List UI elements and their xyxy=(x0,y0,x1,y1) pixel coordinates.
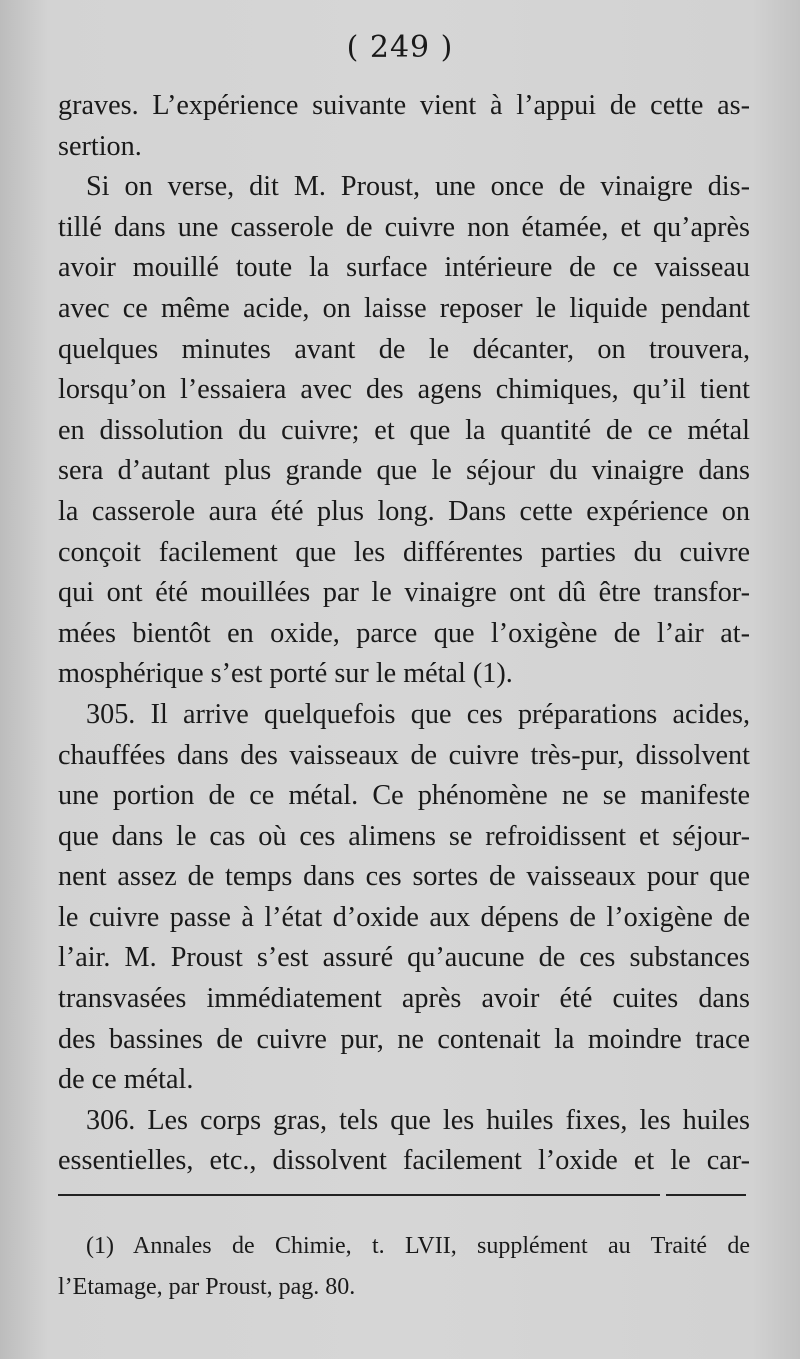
footnote xyxy=(58,1228,750,1309)
text-line: Si on verse, dit M. Proust, une once de vinaigre dis- xyxy=(86,171,750,203)
footnote-rule xyxy=(58,1194,660,1196)
text-line: une portion de ce métal. Ce phénomène ne se manifeste xyxy=(58,780,750,812)
text-line: avoir mouillé toute la surface intérieure de ce vaisseau xyxy=(58,252,750,284)
text-line: 306. Les corps gras, tels que les huiles fixes, les huiles xyxy=(86,1104,750,1136)
text-line: mées bientôt en oxide, parce que l’oxigène de l’air at- xyxy=(58,617,750,649)
text-line: sera d’autant plus grande que le séjour du vinaigre dans xyxy=(58,455,750,487)
text-line: des bassines de cuivre pur, ne contenait la moindre trace xyxy=(58,1023,750,1055)
text-line: essentielles, etc., dissolvent facilement l’oxide et le car- xyxy=(58,1145,750,1177)
text-line: sertion. xyxy=(58,130,142,162)
text-line: chauffées dans des vaisseaux de cuivre très-pur, dissolvent xyxy=(58,739,750,771)
text-line: lorsqu’on l’essaiera avec des agens chimiques, qu’il tient xyxy=(58,374,750,406)
text-line: que dans le cas où ces alimens se refroidissent et séjour- xyxy=(58,820,750,852)
page-number: ( 249 ) xyxy=(346,30,454,65)
text-line: le cuivre passe à l’état d’oxide aux dépens de l’oxigène de xyxy=(58,901,750,933)
text-line: 305. Il arrive quelquefois que ces préparations acides, xyxy=(86,698,750,730)
text-line: qui ont été mouillées par le vinaigre ont dû être transfor- xyxy=(58,577,750,609)
footnote-line: (1) Annales de Chimie, t. LVII, supplément au Traité de xyxy=(86,1233,750,1259)
text-line: de ce métal. xyxy=(58,1064,194,1096)
text-line: conçoit facilement que les différentes parties du cuivre xyxy=(58,536,750,568)
text-line: graves. L’expérience suivante vient à l’appui de cette as- xyxy=(58,90,750,121)
text-line: mosphérique s’est porté sur le métal (1). xyxy=(58,658,513,690)
text-line: en dissolution du cuivre; et que la quantité de ce métal xyxy=(58,414,750,446)
text-line: tillé dans une casserole de cuivre non étamée, et qu’après xyxy=(58,211,750,243)
footnote-line: l’Etamage, par Proust, pag. 80. xyxy=(58,1273,356,1300)
text-line: l’air. M. Proust s’est assuré qu’aucune de ces substances xyxy=(58,942,750,974)
body-text xyxy=(58,86,750,1182)
text-line: la casserole aura été plus long. Dans cette expérience on xyxy=(58,495,750,527)
text-line: transvasées immédiatement après avoir été cuites dans xyxy=(58,983,750,1015)
text-line: nent assez de temps dans ces sortes de vaisseaux pour que xyxy=(58,861,750,893)
footnote-rule-end xyxy=(666,1194,746,1196)
text-line: quelques minutes avant de le décanter, on trouvera, xyxy=(58,333,750,365)
text-line: avec ce même acide, on laisse reposer le liquide pendant xyxy=(58,292,750,324)
